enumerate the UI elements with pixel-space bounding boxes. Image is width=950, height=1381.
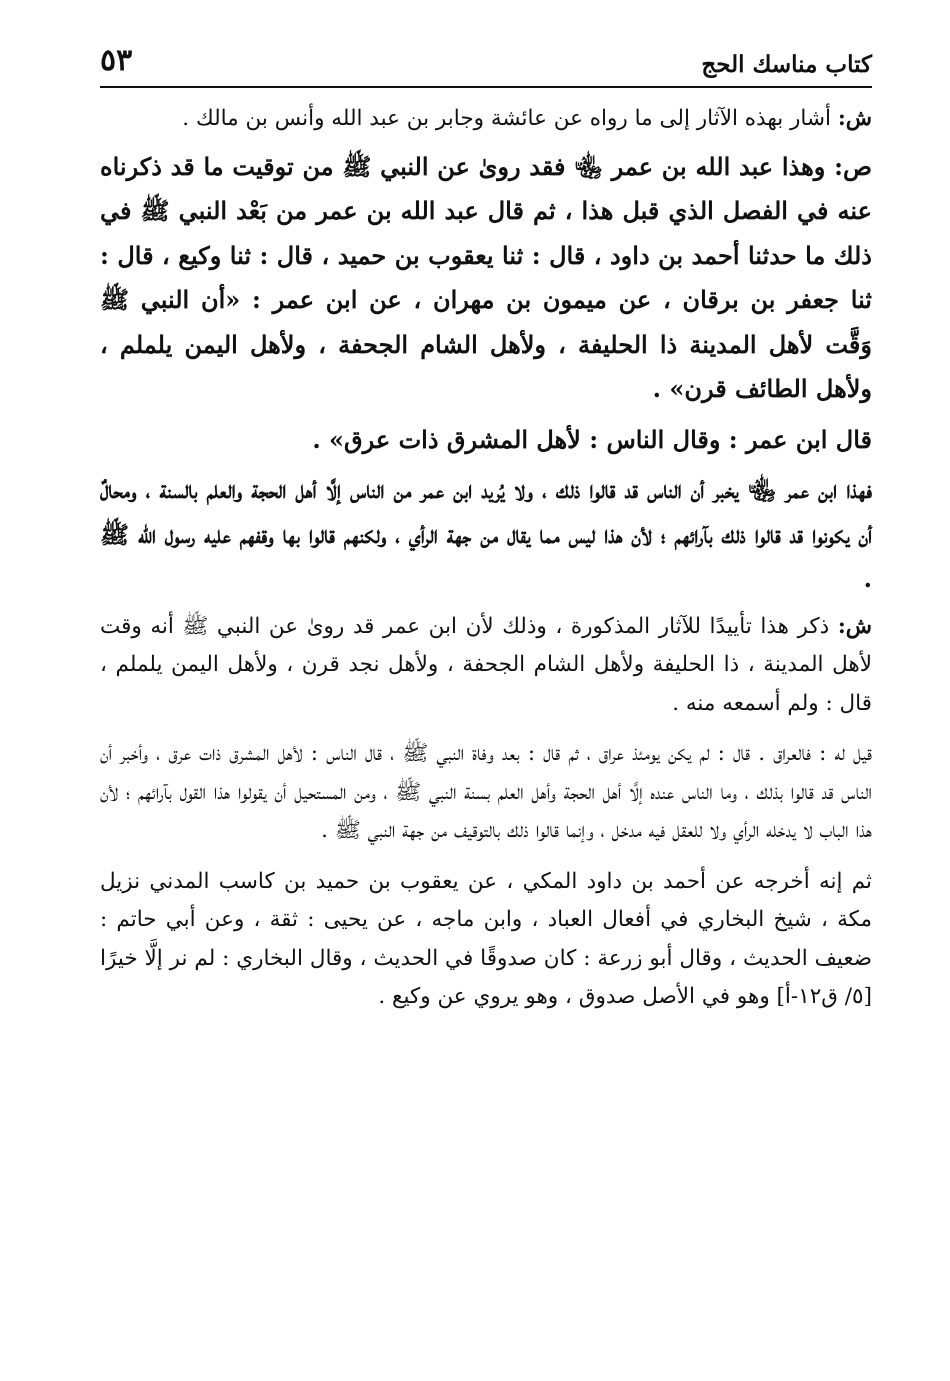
paragraph-source-text-3 (100, 468, 872, 602)
body-text (100, 100, 872, 1023)
paragraph-commentary-1 (100, 100, 872, 139)
paragraph-text: وهذا عبد الله بن عمر ﵄ فقد روىٰ عن النبي ﷺ من توقيت ما قد ذكرناه عنه في الفصل الذي قبل هذا ، ثم قال عبد الله بن عمر من بَعْد النبي ﷺ في ذلك ما حدثنا أحمد بن داود ، قال : ثنا يعقوب بن حميد ، قال : ثنا وكيع ، قال : ثنا جعفر بن برقان ، عن ميمون بن مهران ، عن ابن عمر : «أن النبي ﷺ وَقَّت لأهل المدينة ذا الحليفة ، ولأهل الشام الجحفة ، ولأهل اليمن يلملم ، ولأهل الطائف قرن» . (100, 151, 872, 403)
page-number: ٥٣ (100, 43, 133, 78)
paragraph-source-text-1 (100, 145, 872, 412)
running-header (100, 30, 872, 78)
paragraph-commentary-4 (100, 863, 872, 1017)
paragraph-text: قيل له : فالعراق . قال : لم يكن يومئذ عراق ، ثم قال : بعد وفاة النبي ﷺ ، قال الناس : لأهل المشرق ذات عرق ، وأخبر أن الناس قد قالوا بذلك ، وما الناس عنده إلَّا أهل الحجة وأهل العلم بسنة النبي ﷺ ، ومن المستحيل أن يقولوا هذا القول بآرائهم ؛ لأن هذا الباب لا يدخله الرأي ولا للعقل فيه مدخل ، وإنما قالوا ذلك بالتوقيف من جهة النبي ﷺ . (100, 741, 872, 843)
paragraph-text: قال ابن عمر : وقال الناس : لأهل المشرق ذات عرق» . (312, 424, 872, 454)
book-title: كتاب مناسك الحج (701, 51, 872, 78)
paragraph-commentary-3 (100, 735, 872, 851)
paragraph-text: أشار بهذه الآثار إلى ما رواه عن عائشة وجابر بن عبد الله وأنس بن مالك . (182, 106, 838, 131)
paragraph-commentary-2 (100, 608, 872, 724)
paragraph-text: ذكر هذا تأييدًا للآثار المذكورة ، وذلك لأن ابن عمر قد روىٰ عن النبي ﷺ أنه وقت لأهل المدينة ، ذا الحليفة ولأهل الشام الجحفة ، ولأهل نجد قرن ، ولأهل اليمن يلملم ، قال : ولم أسمعه منه . (100, 613, 872, 716)
commentary-marker: ش: (837, 613, 872, 639)
commentary-marker: ش: (837, 106, 872, 131)
paragraph-text: فهذا ابن عمر ﵄ يخبر أن الناس قد قالوا ذلك ، ولا يُريد ابن عمر من الناس إلَّا أهل الحجة والعلم بالسنة ، ومحالٌ أن يكونوا قد قالوا ذلك بآرائهم ؛ لأن هذا ليس مما يقال من جهة الرأي ، ولكنهم قالوا بها وقفهم عليه رسول الله ﷺ . (100, 475, 872, 593)
paragraph-source-text-2 (100, 418, 872, 463)
source-marker: ص: (834, 151, 872, 181)
paragraph-text: ثم إنه أخرجه عن أحمد بن داود المكي ، عن يعقوب بن حميد بن كاسب المدني نزيل مكة ، شيخ البخاري في أفعال العباد ، وابن ماجه ، عن يحيى : ثقة ، وعن أبي حاتم : ضعيف الحديث ، وقال أبو زرعة : كان صدوقًا في الحديث ، وقال البخاري : لم نر إلَّا خيرًا [٥/ ق١٢-أ] وهو في الأصل صدوق ، وهو يروي عن وكيع . (100, 868, 872, 1009)
header-divider (100, 86, 872, 88)
